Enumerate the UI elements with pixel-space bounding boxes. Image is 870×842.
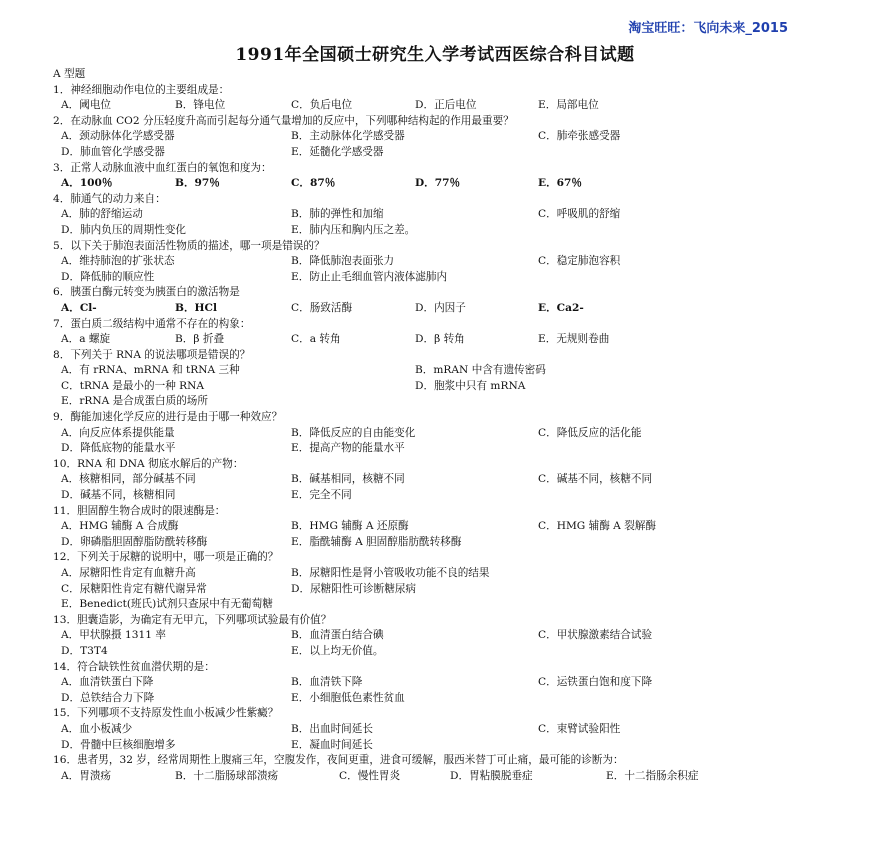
question-11-options — [53, 519, 823, 535]
option-a: A．维持肺泡的扩张状态 — [61, 255, 175, 268]
option-c: C．尿糖阳性肯定有糖代谢异常 — [61, 582, 207, 595]
question-2-text: 2．在动脉血 CO2 分压轻度升高而引起每分通气量增加的反应中，下列哪种结构起的作用最重要？ — [53, 114, 514, 127]
question-6-options — [53, 301, 823, 317]
option-a: A．血清铁蛋白下降 — [61, 676, 154, 689]
question-4-options-row2 — [53, 223, 823, 239]
option-d: D．内因子 — [415, 301, 466, 314]
option-e: E．脂酰辅酶 A 胆固醇脂肪酰转移酶 — [291, 535, 462, 548]
option-b: B．HMG 辅酶 A 还原酶 — [291, 520, 409, 533]
question-list — [53, 67, 823, 784]
question-13-options — [53, 628, 823, 644]
option-d: D．β 转角 — [415, 333, 465, 346]
option-a: A．有 rRNA、mRNA 和 tRNA 三种 — [61, 364, 240, 377]
option-d: D．肺内负压的周期性变化 — [61, 223, 187, 236]
option-b: B．主动脉体化学感受器 — [291, 130, 405, 143]
question-15-options — [53, 722, 823, 738]
option-c: C．碱基不同，核糖不同 — [538, 473, 653, 486]
question-4-options — [53, 207, 823, 223]
option-e: E．防止止毛细血管内液体滤肺内 — [291, 270, 448, 283]
option-c: C．束臂试验阳性 — [538, 722, 621, 735]
question-3-text: 3．正常人动脉血液中血红蛋白的氧饱和度为： — [53, 161, 272, 174]
option-b: B．碱基相同，核糖不同 — [291, 473, 405, 486]
option-b: B．肺的弹性和加缩 — [291, 208, 384, 221]
question-16-text: 16．患者男，32 岁，经常周期性上腹痛三年，空腹发作，夜间更重，进食可缓解，服西米替丁可止痛，最可能的诊断为： — [53, 754, 624, 767]
question-10-options-row2 — [53, 488, 823, 504]
option-c: C．呼吸肌的舒缩 — [538, 208, 621, 221]
option-b: B．血清铁下降 — [291, 676, 363, 689]
option-e: E．凝血时间延长 — [291, 738, 373, 751]
option-a: A．100％ — [61, 177, 113, 190]
question-14-text: 14．符合缺铁性贫血潜伏期的是： — [53, 660, 215, 673]
option-a: A．甲状腺摄 1311 率 — [61, 629, 166, 642]
option-c: C．降低反应的活化能 — [538, 426, 642, 439]
option-b: B．HCl — [175, 301, 218, 314]
option-a: A．HMG 辅酶 A 合成酶 — [61, 520, 179, 533]
option-b: B．97％ — [175, 177, 220, 190]
option-b: B．血清蛋白结合碘 — [291, 629, 384, 642]
option-b: B．尿糖阳性是肾小管吸收功能不良的结果 — [291, 567, 490, 579]
question-12-text: 12．下列关于尿糖的说明中，哪一项是正确的？ — [53, 551, 279, 564]
option-a: A．血小板减少 — [61, 722, 133, 735]
question-12-options-row2 — [53, 582, 823, 598]
option-a: A．胃溃疡 — [61, 769, 112, 782]
question-5-options-row2 — [53, 270, 823, 286]
question-1-options — [53, 98, 823, 114]
option-c: C．肠致活酶 — [291, 301, 353, 314]
option-d: D．尿糖阳性可诊断糖尿病 — [291, 582, 417, 595]
option-e: E．肺内压和胸内压之差。 — [291, 223, 416, 236]
option-c: C．肺牵张感受器 — [538, 130, 621, 143]
option-e: E．Ca2- — [538, 301, 584, 314]
option-c: C．慢性胃炎 — [339, 769, 401, 782]
question-12-options-row3 — [53, 597, 823, 613]
option-e: E．rRNA 是合成蛋白质的场所 — [61, 395, 208, 408]
option-b: B．出血时间延长 — [291, 722, 373, 735]
option-e: E．无规则卷曲 — [538, 333, 610, 346]
option-c: C．87％ — [291, 177, 336, 190]
page-title: 1991年全国硕士研究生入学考试西医综合科目试题 — [235, 45, 635, 65]
option-a: A．向反应体系提供能量 — [61, 426, 175, 439]
option-d: D．降低肺的顺应性 — [61, 270, 155, 283]
question-15-options-row2 — [53, 738, 823, 754]
question-10-options — [53, 472, 823, 488]
question-8-text: 8．下列关于 RNA 的说法哪项是错误的？ — [53, 348, 251, 361]
question-1-text: 1．神经细胞动作电位的主要组成是： — [53, 83, 230, 96]
question-7-text: 7．蛋白质二级结构中通常不存在的构象： — [53, 317, 251, 330]
option-c: C．稳定肺泡容积 — [538, 255, 621, 268]
option-a: A．尿糖阳性肯定有血糖升高 — [61, 567, 196, 579]
question-4-text: 4．肺通气的动力来自： — [53, 192, 166, 205]
question-11-options-row2 — [53, 535, 823, 551]
question-9-text: 9．酶能加速化学反应的进行是由于哪一种效应？ — [53, 411, 283, 424]
question-3-options — [53, 176, 823, 192]
option-b: B．十二脂肠球部溃疡 — [175, 769, 279, 782]
question-13-options-row2 — [53, 644, 823, 660]
question-9-options-row2 — [53, 441, 823, 457]
option-d: D．胞浆中只有 mRNA — [415, 379, 526, 392]
question-7-options — [53, 332, 823, 348]
question-11-text: 11．胆固醇生物合成时的限速酶是： — [53, 504, 226, 517]
option-b: B．mRAN 中含有遗传密码 — [415, 364, 546, 377]
option-e: E．以上均无价值。 — [291, 644, 384, 657]
option-d: D．骨髓中巨核细胞增多 — [61, 738, 176, 751]
question-10-text: 10．RNA 和 DNA 彻底水解后的产物： — [53, 457, 244, 470]
option-c: C．HMG 辅酶 A 裂解酶 — [538, 520, 656, 533]
option-e: E．提高产物的能量水平 — [291, 442, 405, 455]
option-c: C．甲状腺激素结合试验 — [538, 629, 653, 642]
question-5-options — [53, 254, 823, 270]
question-2-options-row2 — [53, 145, 823, 161]
section-label: A 型题 — [53, 68, 86, 80]
question-14-options-row2 — [53, 691, 823, 707]
question-12-options — [53, 566, 823, 582]
option-e: E．小细胞低色素性贫血 — [291, 691, 405, 704]
option-a: A．阈电位 — [61, 99, 112, 112]
option-b: B．β 折叠 — [175, 333, 225, 346]
option-c: C．负后电位 — [291, 99, 353, 112]
option-d: D．碱基不同，核糖相同 — [61, 489, 176, 502]
option-a: A．a 螺旋 — [61, 333, 111, 346]
option-d: D．胃粘膜脱垂症 — [450, 769, 533, 782]
question-16-options — [53, 769, 823, 785]
watermark-text: 淘宝旺旺：飞向未来_2015 — [628, 21, 788, 36]
question-14-options — [53, 675, 823, 691]
question-8-options-row2 — [53, 379, 823, 395]
question-13-text: 13．胆囊造影，为确定有无甲亢，下列哪项试验最有价值？ — [53, 613, 332, 626]
option-a: A．颈动脉体化学感受器 — [61, 130, 175, 143]
option-c: C．运铁蛋白饱和度下降 — [538, 676, 653, 689]
option-a: A．肺的舒缩运动 — [61, 208, 143, 221]
option-c: C．a 转角 — [291, 333, 341, 346]
option-b: B．锋电位 — [175, 99, 226, 112]
option-c: C．tRNA 是最小的一种 RNA — [61, 379, 205, 392]
option-d: D．降低底物的能量水平 — [61, 442, 176, 455]
question-5-text: 5．以下关于肺泡表面活性物质的描述，哪一项是错误的？ — [53, 239, 325, 252]
question-9-options — [53, 426, 823, 442]
option-d: D．肺血管化学感受器 — [61, 145, 165, 158]
option-a: A．Cl- — [61, 301, 97, 314]
option-d: D．T3T4 — [61, 644, 108, 657]
option-d: D．总铁结合力下降 — [61, 691, 155, 704]
question-8-options — [53, 363, 823, 379]
option-e: E．十二指肠余积症 — [606, 769, 699, 782]
option-e: E．延髓化学感受器 — [291, 145, 384, 158]
option-b: B．降低肺泡表面张力 — [291, 255, 395, 268]
option-e: E．完全不同 — [291, 489, 352, 502]
question-15-text: 15．下列哪项不支持原发性血小板减少性紫癜？ — [53, 707, 279, 720]
option-e: E．局部电位 — [538, 99, 599, 112]
option-d: D．正后电位 — [415, 99, 477, 112]
option-b: B．降低反应的自由能变化 — [291, 426, 416, 439]
option-e: E．Benedict(班氏)试剂只查尿中有无葡萄糖 — [61, 598, 273, 611]
option-d: D．卵磷脂胆固醇脂防酰转移酶 — [61, 535, 208, 548]
option-a: A．核糖相同，部分碱基不同 — [61, 473, 196, 486]
question-8-options-row3 — [53, 394, 823, 410]
option-d: D．77％ — [415, 177, 461, 190]
question-2-options — [53, 129, 823, 145]
option-e: E．67％ — [538, 177, 583, 190]
question-6-text: 6．胰蛋白酶元转变为胰蛋白的激活物是 — [53, 286, 240, 299]
